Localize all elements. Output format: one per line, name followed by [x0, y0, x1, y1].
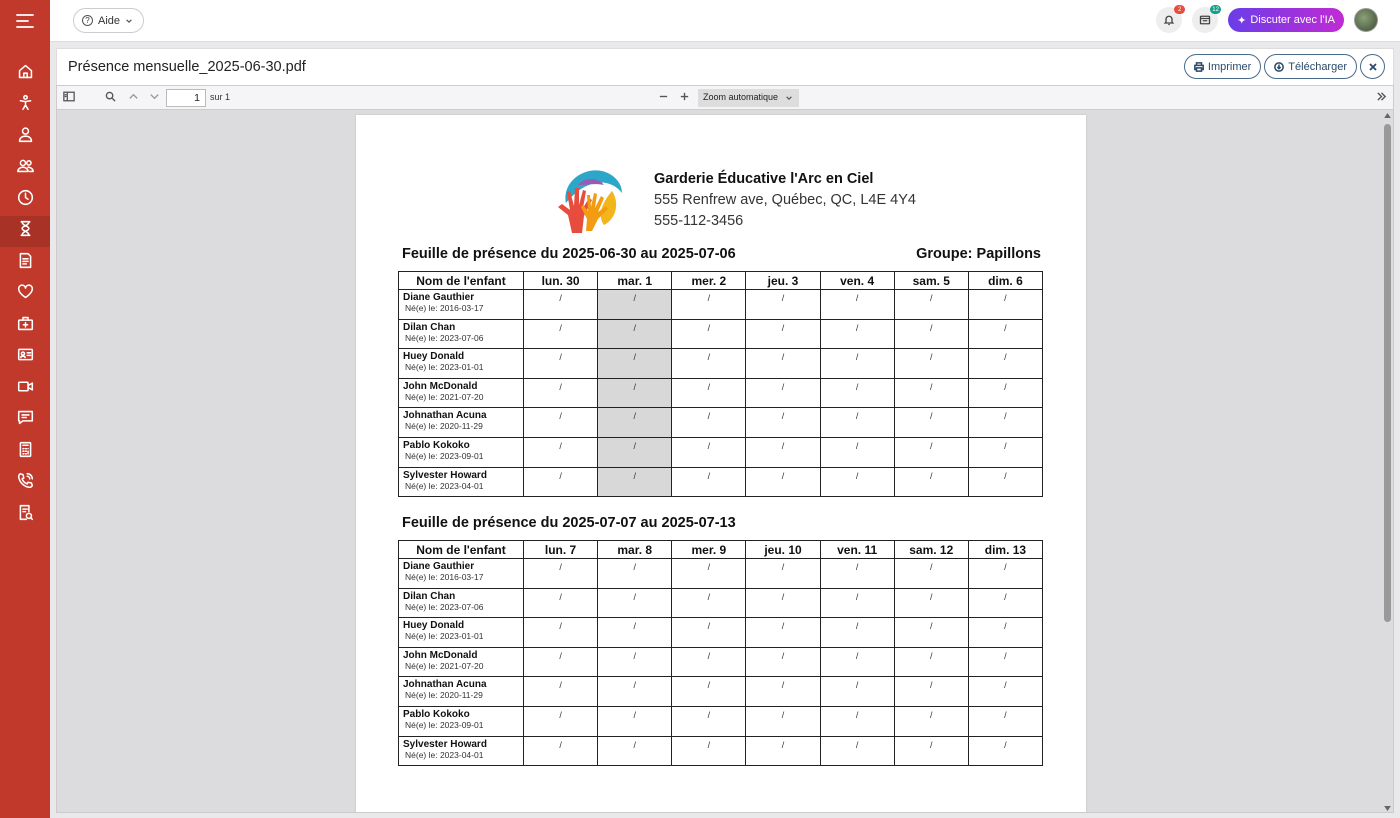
sidebar-item-billing[interactable]: [0, 436, 50, 468]
week-2-title: Feuille de présence du 2025-07-07 au 2025-07-13: [402, 515, 736, 531]
table-row: [399, 706, 1043, 736]
attendance-cell: /: [598, 559, 672, 589]
phone-icon: [17, 472, 34, 494]
attendance-cell: /: [968, 736, 1042, 766]
column-header-name: Nom de l'enfant: [399, 541, 524, 559]
attendance-cell: /: [524, 349, 598, 379]
column-header-day: sam. 12: [894, 541, 968, 559]
attendance-cell: /: [746, 647, 820, 677]
attendance-cell: /: [968, 647, 1042, 677]
staff-icon: [17, 126, 34, 148]
attendance-cell: /: [968, 467, 1042, 497]
attendance-cell: /: [820, 677, 894, 707]
child-cell: [399, 559, 524, 589]
attendance-cell: /: [524, 378, 598, 408]
download-icon: [1274, 62, 1284, 72]
attendance-cell: /: [820, 378, 894, 408]
notifications-button[interactable]: [1156, 7, 1182, 33]
column-header-name: Nom de l'enfant: [399, 272, 524, 290]
attendance-cell: /: [968, 618, 1042, 648]
help-icon: ?: [82, 15, 93, 26]
attendance-cell: /: [894, 437, 968, 467]
attendance-cell: /: [524, 319, 598, 349]
attendance-cell: /: [820, 736, 894, 766]
child-name: Dilan Chan: [403, 321, 456, 333]
download-label: Télécharger: [1288, 60, 1347, 73]
column-header-day: mer. 2: [672, 272, 746, 290]
attendance-cell: /: [598, 618, 672, 648]
attendance-cell: /: [672, 588, 746, 618]
id-card-icon: [17, 346, 34, 368]
attendance-cell: /: [524, 290, 598, 320]
column-header-day: ven. 11: [820, 541, 894, 559]
page-number-input[interactable]: 1: [166, 89, 206, 107]
printer-icon: [1194, 62, 1204, 72]
minus-icon: [658, 91, 669, 102]
organization-phone: 555-112-3456: [654, 213, 744, 229]
sidebar-nav: [0, 58, 50, 531]
child-birthdate: Né(e) le: 2021-07-20: [405, 660, 484, 671]
child-icon: [17, 94, 34, 116]
attendance-cell: /: [598, 647, 672, 677]
notifications-badge: 2: [1174, 5, 1185, 14]
column-header-day: dim. 13: [968, 541, 1042, 559]
sparkle-icon: ✦: [1237, 14, 1247, 27]
sidebar-item-calls[interactable]: [0, 468, 50, 500]
attendance-cell: /: [524, 437, 598, 467]
child-cell: [399, 618, 524, 648]
pdf-viewer: [56, 85, 1394, 813]
scrollbar[interactable]: [1383, 110, 1392, 813]
column-header-day: mar. 1: [598, 272, 672, 290]
child-cell: [399, 349, 524, 379]
child-cell: [399, 706, 524, 736]
child-name: Huey Donald: [403, 351, 465, 363]
child-name: Pablo Kokoko: [403, 708, 470, 720]
chevron-down-icon: [785, 94, 793, 102]
help-label: Aide: [98, 14, 121, 27]
attendance-cell: /: [968, 378, 1042, 408]
attendance-cell: /: [894, 706, 968, 736]
table-row: [399, 677, 1043, 707]
attendance-cell: /: [820, 647, 894, 677]
attendance-cell: /: [672, 677, 746, 707]
attendance-cell: /: [968, 349, 1042, 379]
attendance-cell: /: [820, 437, 894, 467]
sidebar-item-attendance[interactable]: [0, 216, 50, 248]
table-row: [399, 559, 1043, 589]
messages-badge: 12: [1210, 5, 1221, 14]
child-name: Johnathan Acuna: [403, 679, 487, 691]
attendance-cell: /: [598, 588, 672, 618]
attendance-cell: /: [968, 319, 1042, 349]
attendance-cell: /: [894, 408, 968, 438]
inbox-icon: [1199, 14, 1211, 26]
ai-chat-label: Discuter avec l'IA: [1250, 14, 1335, 26]
table-row: [399, 319, 1043, 349]
attendance-cell: /: [820, 349, 894, 379]
child-name: Dilan Chan: [403, 590, 456, 602]
attendance-cell: /: [894, 588, 968, 618]
attendance-cell: /: [672, 290, 746, 320]
chevron-down-icon: [125, 17, 133, 25]
child-cell: [399, 437, 524, 467]
column-header-day: mer. 9: [672, 541, 746, 559]
help-button[interactable]: [73, 8, 144, 33]
attendance-cell: /: [672, 408, 746, 438]
child-name: Sylvester Howard: [403, 738, 487, 750]
attendance-cell: /: [672, 559, 746, 589]
organization-logo: [552, 163, 626, 235]
organization-address: 555 Renfrew ave, Québec, QC, L4E 4Y4: [654, 192, 916, 208]
child-birthdate: Né(e) le: 2016-03-17: [405, 303, 484, 313]
attendance-cell: /: [598, 467, 672, 497]
attendance-cell: /: [894, 467, 968, 497]
group-icon: [17, 157, 34, 179]
child-cell: [399, 319, 524, 349]
attendance-cell: /: [968, 290, 1042, 320]
child-name: John McDonald: [403, 649, 478, 661]
report-search-icon: [17, 504, 34, 526]
table-row: [399, 349, 1043, 379]
sidebar-item-home[interactable]: [0, 58, 50, 90]
chevron-up-icon: [128, 91, 139, 102]
hamburger-icon[interactable]: [0, 0, 50, 42]
heart-icon: [17, 283, 34, 305]
child-name: Diane Gauthier: [403, 292, 475, 303]
child-birthdate: Né(e) le: 2023-01-01: [405, 631, 484, 642]
print-button[interactable]: [1184, 54, 1261, 79]
table-row: [399, 647, 1043, 677]
child-birthdate: Né(e) le: 2016-03-17: [405, 572, 484, 582]
attendance-cell: /: [524, 588, 598, 618]
attendance-cell: /: [820, 706, 894, 736]
attendance-cell: /: [598, 677, 672, 707]
attendance-cell: /: [524, 408, 598, 438]
week-1-title: Feuille de présence du 2025-06-30 au 2025-07-06: [402, 246, 736, 262]
attendance-cell: /: [968, 588, 1042, 618]
document-title: Présence mensuelle_2025-06-30.pdf: [68, 59, 306, 75]
next-page-button[interactable]: [149, 91, 160, 102]
attendance-cell: /: [746, 437, 820, 467]
chevron-down-icon: [149, 91, 160, 102]
table-row: [399, 588, 1043, 618]
attendance-cell: /: [746, 618, 820, 648]
attendance-cell: /: [820, 618, 894, 648]
pdf-page: [356, 115, 1086, 813]
attendance-cell: /: [894, 378, 968, 408]
child-birthdate: Né(e) le: 2023-07-06: [405, 332, 484, 343]
attendance-cell: /: [672, 467, 746, 497]
sidebar-toggle-button[interactable]: [63, 91, 75, 102]
attendance-cell: /: [598, 736, 672, 766]
attendance-cell: /: [746, 706, 820, 736]
zoom-in-button[interactable]: [679, 91, 690, 102]
column-header-day: lun. 30: [524, 272, 598, 290]
attendance-cell: /: [894, 559, 968, 589]
attendance-cell: /: [598, 290, 672, 320]
attendance-cell: /: [968, 437, 1042, 467]
child-birthdate: Né(e) le: 2020-11-29: [405, 421, 483, 432]
child-cell: [399, 378, 524, 408]
column-header-day: sam. 5: [894, 272, 968, 290]
sidebar-item-cards[interactable]: [0, 342, 50, 374]
table-row: [399, 437, 1043, 467]
sidebar-item-groups[interactable]: [0, 153, 50, 185]
attendance-cell: /: [598, 408, 672, 438]
attendance-cell: /: [672, 319, 746, 349]
attendance-cell: /: [894, 319, 968, 349]
attendance-cell: /: [894, 736, 968, 766]
attendance-cell: /: [524, 559, 598, 589]
attendance-cell: /: [598, 437, 672, 467]
attendance-cell: /: [894, 677, 968, 707]
previous-page-button[interactable]: [128, 91, 139, 102]
attendance-table-week-2: [398, 540, 1043, 766]
attendance-cell: /: [524, 647, 598, 677]
child-cell: [399, 677, 524, 707]
medical-kit-icon: [17, 315, 34, 337]
column-header-day: lun. 7: [524, 541, 598, 559]
table-row: [399, 736, 1043, 766]
child-cell: [399, 647, 524, 677]
calculator-icon: [17, 441, 34, 463]
zoom-select[interactable]: [698, 89, 799, 107]
attendance-cell: /: [894, 647, 968, 677]
page-count: sur 1: [210, 92, 231, 102]
attendance-cell: /: [746, 588, 820, 618]
child-birthdate: Né(e) le: 2020-11-29: [405, 690, 483, 701]
sidebar-item-messages[interactable]: [0, 405, 50, 437]
column-header-day: mar. 8: [598, 541, 672, 559]
table-row: [399, 408, 1043, 438]
child-birthdate: Né(e) le: 2023-09-01: [405, 450, 484, 461]
sidebar-item-reports[interactable]: [0, 499, 50, 531]
attendance-cell: /: [598, 378, 672, 408]
attendance-cell: /: [894, 349, 968, 379]
tools-button[interactable]: [1376, 91, 1387, 102]
scrollbar-thumb[interactable]: [1384, 124, 1391, 622]
table-row: [399, 467, 1043, 497]
sidebar: [0, 0, 50, 818]
attendance-cell: /: [746, 559, 820, 589]
sidebar-item-staff[interactable]: [0, 121, 50, 153]
attendance-cell: /: [968, 677, 1042, 707]
attendance-cell: /: [820, 588, 894, 618]
sidebar-item-video[interactable]: [0, 373, 50, 405]
organization-name: Garderie Éducative l'Arc en Ciel: [654, 171, 874, 187]
attendance-cell: /: [746, 290, 820, 320]
ai-chat-button[interactable]: [1228, 8, 1344, 32]
messages-button[interactable]: [1192, 7, 1218, 33]
table-row: [399, 618, 1043, 648]
attendance-cell: /: [894, 290, 968, 320]
attendance-cell: /: [968, 706, 1042, 736]
attendance-cell: /: [524, 618, 598, 648]
column-header-day: dim. 6: [968, 272, 1042, 290]
child-birthdate: Né(e) le: 2023-09-01: [405, 719, 484, 730]
zoom-out-button[interactable]: [658, 91, 669, 102]
child-birthdate: Né(e) le: 2021-07-20: [405, 391, 484, 402]
attendance-cell: /: [746, 677, 820, 707]
table-row: [399, 378, 1043, 408]
child-name: Sylvester Howard: [403, 469, 487, 481]
sidebar-toggle-icon: [63, 91, 75, 102]
zoom-select-label: Zoom automatique: [703, 92, 779, 102]
attendance-table-week-1: [398, 271, 1043, 497]
sidebar-item-time[interactable]: [0, 184, 50, 216]
home-icon: [17, 63, 34, 85]
child-name: Diane Gauthier: [403, 561, 475, 572]
attendance-cell: /: [746, 736, 820, 766]
child-cell: [399, 588, 524, 618]
child-birthdate: Né(e) le: 2023-04-01: [405, 749, 484, 760]
attendance-cell: /: [820, 467, 894, 497]
sidebar-item-medical[interactable]: [0, 310, 50, 342]
download-button[interactable]: [1264, 54, 1357, 79]
attendance-cell: /: [820, 408, 894, 438]
avatar[interactable]: [1354, 8, 1378, 32]
attendance-cell: /: [524, 677, 598, 707]
attendance-cell: /: [746, 408, 820, 438]
attendance-cell: /: [598, 349, 672, 379]
attendance-cell: /: [968, 408, 1042, 438]
bell-icon: [1163, 14, 1175, 26]
hourglass-icon: [17, 220, 34, 242]
table-row: [399, 290, 1043, 320]
child-name: Huey Donald: [403, 620, 465, 632]
document-header: [56, 48, 1394, 85]
attendance-cell: /: [672, 647, 746, 677]
pdf-toolbar: [57, 86, 1393, 110]
attendance-cell: /: [746, 378, 820, 408]
print-label: Imprimer: [1207, 60, 1252, 73]
search-icon: [105, 91, 116, 102]
child-birthdate: Né(e) le: 2023-04-01: [405, 480, 484, 491]
attendance-cell: /: [820, 559, 894, 589]
top-bar: [50, 0, 1400, 42]
sidebar-item-documents[interactable]: [0, 247, 50, 279]
sidebar-item-children[interactable]: [0, 90, 50, 122]
child-cell: [399, 290, 524, 320]
attendance-cell: /: [598, 706, 672, 736]
column-header-day: jeu. 10: [746, 541, 820, 559]
child-cell: [399, 467, 524, 497]
column-header-day: jeu. 3: [746, 272, 820, 290]
child-name: Pablo Kokoko: [403, 439, 470, 451]
video-icon: [17, 378, 34, 400]
attendance-cell: /: [672, 618, 746, 648]
attendance-cell: /: [524, 706, 598, 736]
double-chevron-right-icon: [1376, 91, 1387, 102]
attendance-cell: /: [672, 378, 746, 408]
attendance-cell: /: [598, 319, 672, 349]
close-button[interactable]: [1360, 54, 1385, 79]
group-label: Groupe: Papillons: [916, 246, 1041, 262]
child-name: Johnathan Acuna: [403, 410, 487, 422]
child-birthdate: Né(e) le: 2023-01-01: [405, 362, 484, 373]
attendance-cell: /: [894, 618, 968, 648]
find-button[interactable]: [105, 91, 116, 102]
plus-icon: [679, 91, 690, 102]
attendance-cell: /: [524, 467, 598, 497]
child-name: John McDonald: [403, 380, 478, 392]
document-icon: [17, 252, 34, 274]
chat-icon: [17, 409, 34, 431]
sidebar-item-health[interactable]: [0, 279, 50, 311]
attendance-cell: /: [524, 736, 598, 766]
attendance-cell: /: [672, 349, 746, 379]
close-icon: [1368, 62, 1378, 72]
child-cell: [399, 736, 524, 766]
column-header-day: ven. 4: [820, 272, 894, 290]
attendance-cell: /: [820, 319, 894, 349]
attendance-cell: /: [746, 349, 820, 379]
clock-icon: [17, 189, 34, 211]
attendance-cell: /: [746, 467, 820, 497]
child-cell: [399, 408, 524, 438]
attendance-cell: /: [968, 559, 1042, 589]
attendance-cell: /: [820, 290, 894, 320]
organization-info: [654, 171, 916, 234]
attendance-cell: /: [672, 437, 746, 467]
attendance-cell: /: [672, 706, 746, 736]
attendance-cell: /: [672, 736, 746, 766]
attendance-cell: /: [746, 319, 820, 349]
child-birthdate: Né(e) le: 2023-07-06: [405, 601, 484, 612]
